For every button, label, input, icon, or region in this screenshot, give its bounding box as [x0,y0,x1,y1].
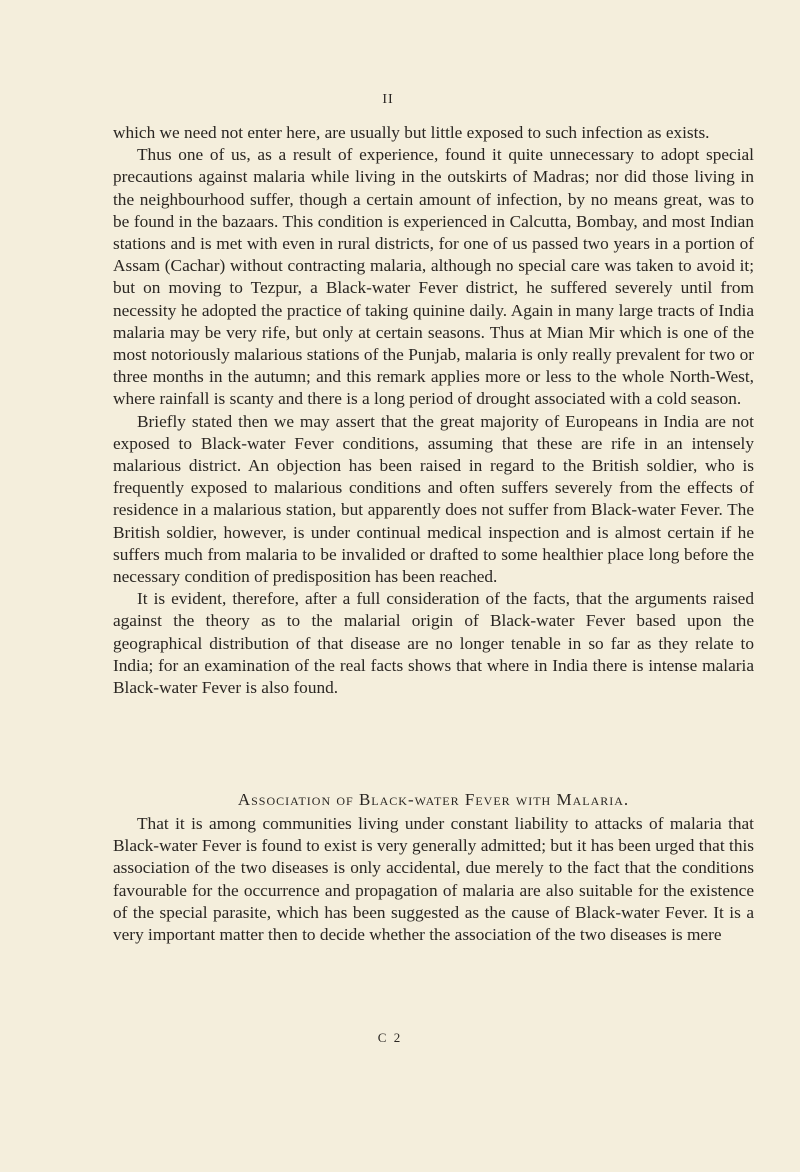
page-number: II [382,92,394,107]
paragraph: That it is among communities living under constant liability to attacks of malaria that Black-water Fever is found to exist is very generally admitted; but it has been urged that this association of the two diseases is only accidental, due merely to the fact that the conditions favourable for the occurrence and propagation of malaria are also suitable for the existence of the special parasite, which has been suggested as the cause of Black-water Fever. It is a very important matter then to decide whether the association of the two diseases is mere [113,814,754,945]
paragraph: Briefly stated then we may assert that the great majority of Europeans in India are not exposed to Black-water Fever conditions, assuming that these are rife in an intensely malarious district. An objection has been raised in regard to the British soldier, who is frequently exposed to malarious conditions and often suffers severely from the effects of residence in a malarious station, but apparently does not suffer from Black-water Fever. The British soldier, however, is under continual medical inspection and is almost certain if he suffers much from malaria to be invalided or drafted to some healthier place long before the necessary condition of predisposition has been reached. [113,411,754,587]
paragraph-continuation: which we need not enter here, are usually but little exposed to such infection as exists. [113,123,710,142]
section-body-text [113,813,754,946]
paragraph: It is evident, therefore, after a full consideration of the facts, that the arguments raised against the theory as to the malarial origin of Black-water Fever based upon the geographical distribution of that disease are no longer tenable in so far as they relate to India; for an examination of the real facts shows that where in India there is intense malaria Black-water Fever is also found. [113,589,754,698]
section-heading: Association of Black-water Fever with Malaria. [237,790,630,809]
body-text [113,122,754,699]
signature-mark: C 2 [377,1030,403,1045]
paragraph: Thus one of us, as a result of experience, found it quite unnecessary to adopt special precautions against malaria while living in the outskirts of Madras; nor did those living in the neighbourhood suffer, though a certain amount of infection, by no means great, was to be found in the bazaars. This condition is experienced in Calcutta, Bombay, and most Indian stations and is met with even in rural districts, for one of us passed two years in a portion of Assam (Cachar) without contracting malaria, although no special care was taken to avoid it; but on moving to Tezpur, a Black-water Fever district, he suffered severely until from necessity he adopted the practice of taking quinine daily. Again in many large tracts of India malaria may be very rife, but only at certain seasons. Thus at Mian Mir which is one of the most notoriously malarious stations of the Punjab, malaria is only really prevalent for two or three months in the autumn; and this remark applies more or less to the whole North-West, where rainfall is scanty and there is a long period of drought associated with a cold season. [113,145,754,409]
